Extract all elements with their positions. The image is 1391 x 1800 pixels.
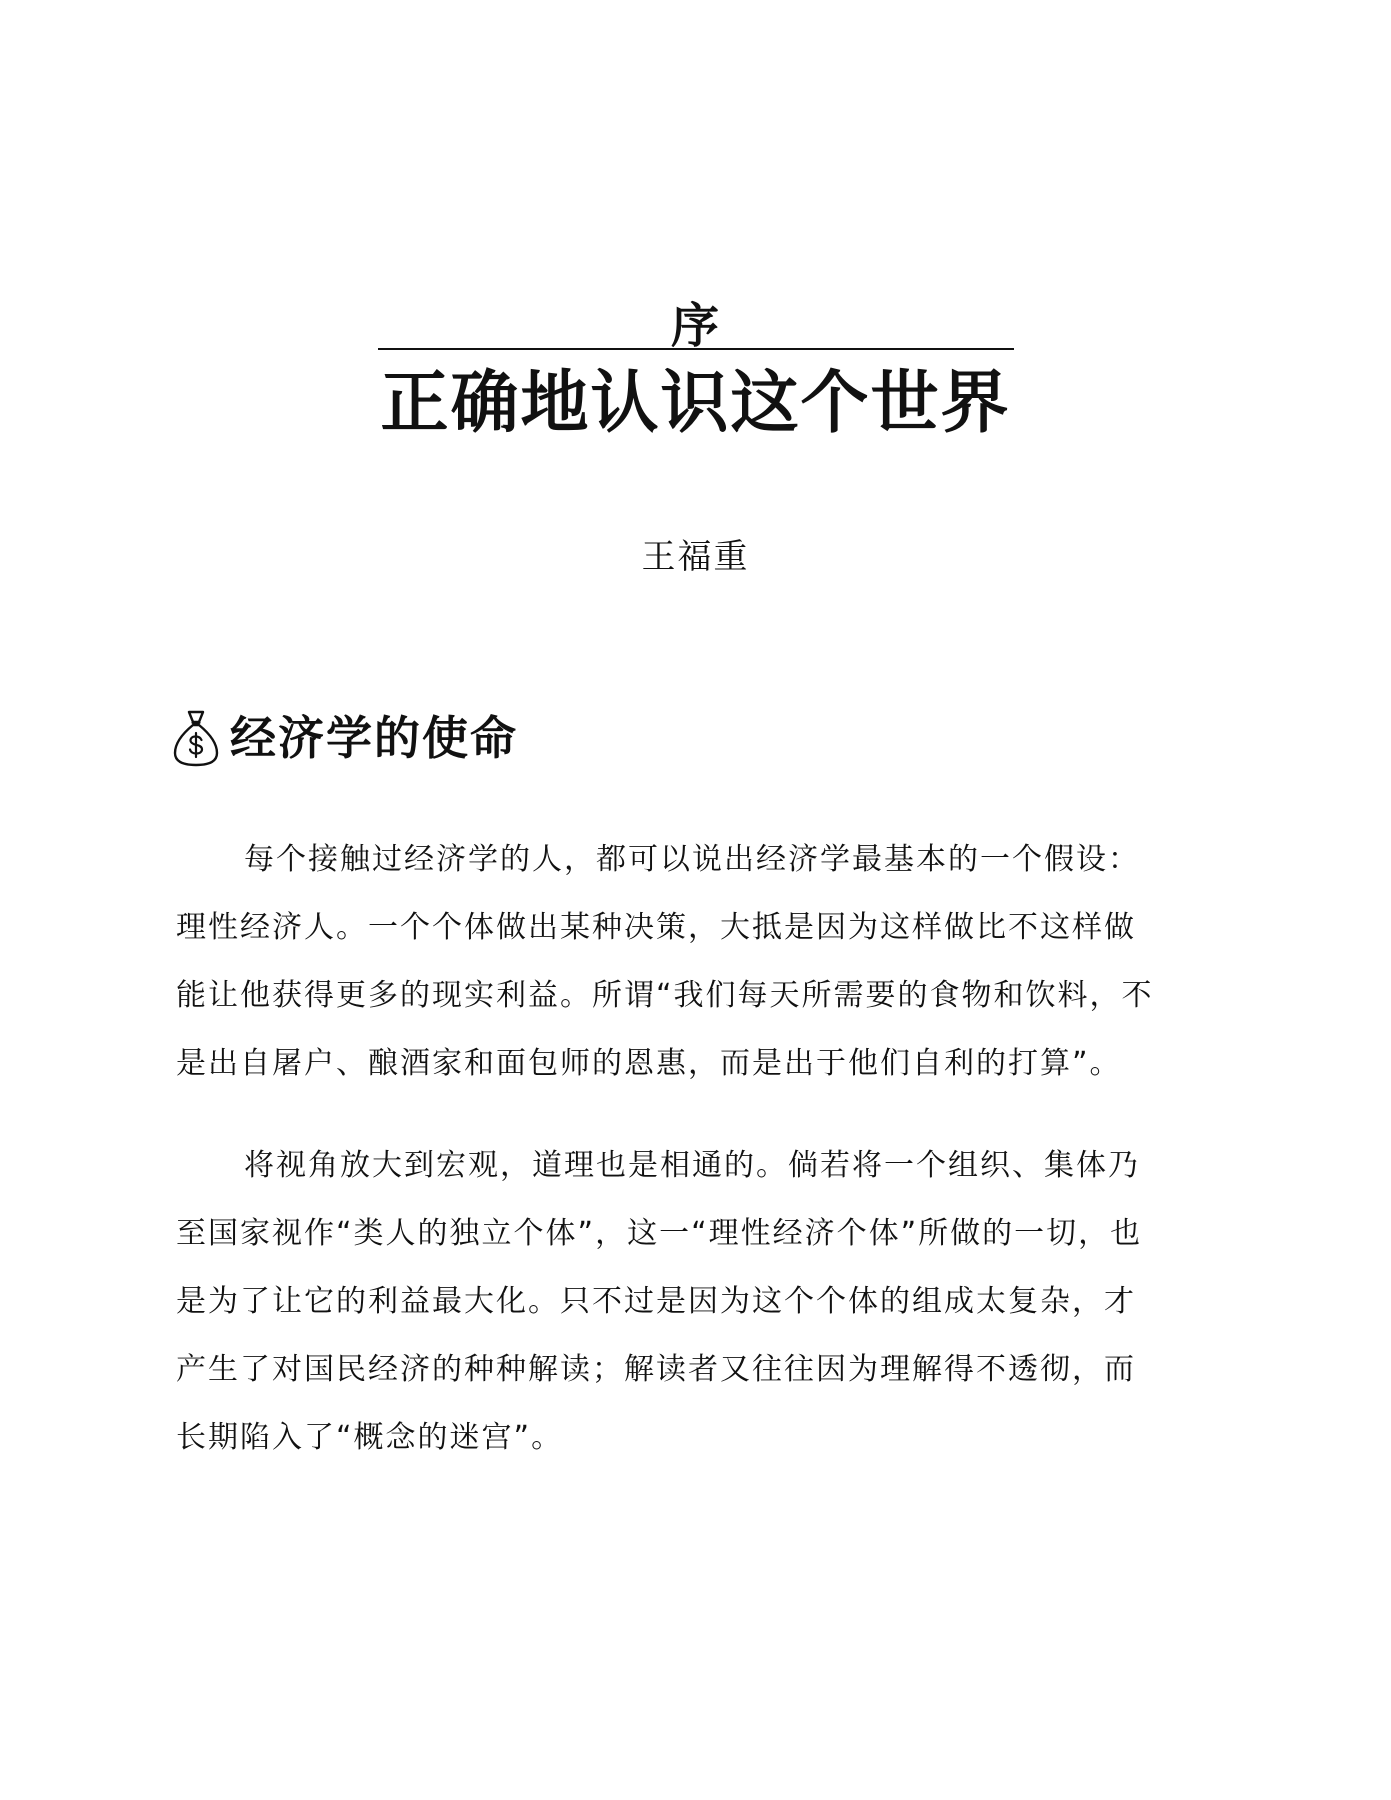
preface-header [378,298,1014,354]
page-title: 正确地认识这个世界 [380,364,1011,443]
paragraph-2 [176,1132,1216,1472]
paragraph-line: 能让他获得更多的现实利益。所谓“我们每天所需要的食物和饮料，不 [176,978,1154,1013]
paragraph-line: 至国家视作“类人的独立个体”，这一“理性经济个体”所做的一切，也 [176,1216,1143,1251]
paragraph-line: 是出自屠户、酿酒家和面包师的恩惠，而是出于他们自利的打算”。 [176,1046,1122,1081]
paragraph-1 [176,826,1216,1098]
paragraph-line: 长期陷入了“概念的迷宫”。 [176,1420,564,1455]
paragraph-line: 理性经济人。一个个体做出某种决策，大抵是因为这样做比不这样做 [176,910,1136,945]
paragraph-line: 是为了让它的利益最大化。只不过是因为这个个体的组成太复杂，才 [176,1284,1136,1319]
money-bag-icon [172,708,220,768]
section-heading [172,706,518,770]
preface-label: 序 [670,298,721,354]
paragraph-line: 将视角放大到宏观，道理也是相通的。倘若将一个组织、集体乃 [244,1148,1140,1183]
paragraph-line: 每个接触过经济学的人，都可以说出经济学最基本的一个假设： [244,842,1140,877]
author-name: 王福重 [641,537,750,577]
paragraph-line: 产生了对国民经济的种种解读；解读者又往往因为理解得不透彻，而 [176,1352,1136,1387]
section-title: 经济学的使命 [230,711,518,765]
